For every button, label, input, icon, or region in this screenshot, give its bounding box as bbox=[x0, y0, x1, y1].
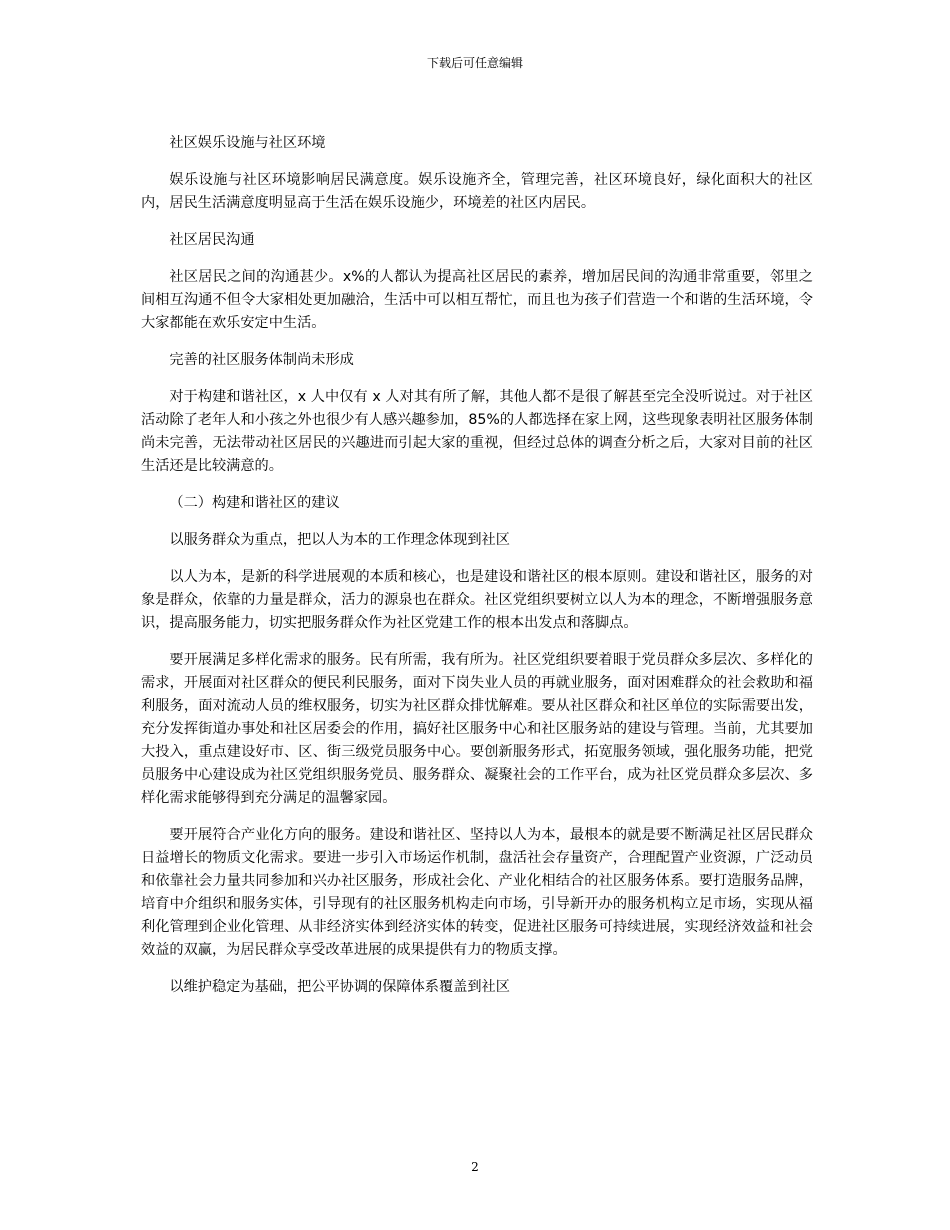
page-header: 下载后可任意编辑 bbox=[426, 56, 523, 70]
document-body bbox=[141, 132, 813, 1013]
paragraph: 社区居民之间的沟通甚少。x%的人都认为提高社区居民的素养，增加居民间的沟通非常重要，邻里之间相互沟通不但令大家相处更加融洽，生活中可以相互帮忙，而且也为孩子们营造一个和谐的生活环境，令大家都能在欢乐安定中生活。 bbox=[141, 269, 813, 331]
paragraph: 以人为本，是新的科学进展观的本质和核心，也是建设和谐社区的根本原则。建设和谐社区，服务的对象是群众，依靠的力量是群众，活力的源泉也在群众。社区党组织要树立以人为本的理念，不断增强服务意识，提高服务能力，切实把服务群众作为社区党建工作的根本出发点和落脚点。 bbox=[141, 569, 813, 631]
paragraph: 娱乐设施与社区环境影响居民满意度。娱乐设施齐全，管理完善，社区环境良好，绿化面积大的社区内，居民生活满意度明显高于生活在娱乐设施少，环境差的社区内居民。 bbox=[141, 172, 813, 211]
section-heading: 以维护稳定为基础，把公平协调的保障体系覆盖到社区 bbox=[169, 979, 510, 995]
paragraph: 对于构建和谐社区，x 人中仅有 x 人对其有所了解，其他人都不是很了解甚至完全没听说过。对于社区活动除了老年人和小孩之外也很少有人感兴趣参加，85%的人都选择在家上网，这些现象表明社区服务体制尚未完善，无法带动社区居民的兴趣进而引起大家的重视，但经过总体的调查分析之后，大家对目前的社区生活还是比较满意的。 bbox=[141, 389, 813, 474]
paragraph: 要开展符合产业化方向的服务。建设和谐社区、坚持以人为本，最根本的就是要不断满足社区居民群众日益增长的物质文化需求。要进一步引入市场运作机制，盘活社会存量资产，合理配置产业资源，广泛动员和依靠社会力量共同参加和兴办社区服务，形成社会化、产业化相结合的社区服务体系。要打造服务品牌，培育中介组织和服务实体，引导现有的社区服务机构走向市场，引导新开办的服务机构立足市场，实现从福利化管理到企业化管理、从非经济实体到经济实体的转变，促进社区服务可持续进展，实现经济效益和社会效益的双赢，为居民群众享受改革进展的成果提供有力的物质支撑。 bbox=[141, 827, 813, 958]
section-heading: 社区居民沟通 bbox=[169, 232, 255, 248]
paragraph: 要开展满足多样化需求的服务。民有所需，我有所为。社区党组织要着眼于党员群众多层次、多样化的需求，开展面对社区群众的便民利民服务，面对下岗失业人员的再就业服务，面对困难群众的社会救助和福利服务，面对流动人员的维权服务，切实为社区群众排忧解难。要从社区群众和社区单位的实际需要出发，充分发挥街道办事处和社区居委会的作用，搞好社区服务中心和社区服务站的建设与管理。当前，尤其要加大投入，重点建设好市、区、街三级党员服务中心。要创新服务形式，拓宽服务领域，强化服务功能，把党员服务中心建设成为社区党组织服务党员、服务群众、凝聚社会的工作平台，成为社区党员群众多层次、多样化需求能够得到充分满足的温馨家园。 bbox=[141, 652, 813, 806]
section-heading: （二）构建和谐社区的建议 bbox=[169, 495, 340, 511]
section-heading: 以服务群众为重点，把以人为本的工作理念体现到社区 bbox=[169, 532, 510, 548]
page-number: 2 bbox=[471, 1160, 479, 1174]
section-heading: 社区娱乐设施与社区环境 bbox=[169, 135, 326, 151]
section-heading: 完善的社区服务体制尚未形成 bbox=[169, 352, 354, 368]
